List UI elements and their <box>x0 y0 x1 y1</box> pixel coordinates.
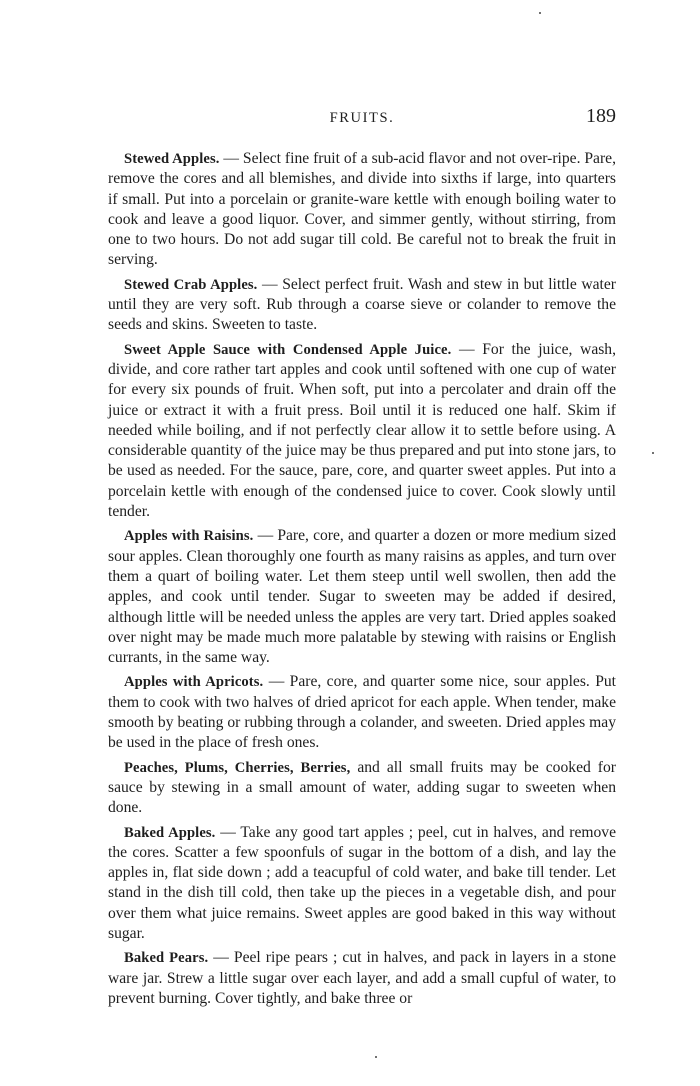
recipe-body: — Select fine fruit of a sub-acid flavor and not over-ripe. Pare, remove the cores and all blemishes, and divide into sixths if large, into quarters if small. Put into a porcelain or granite-ware kettle with enough boiling water to cook and leave a good liquor. Cover, and simmer gently, without stirring, from one to two hours. Do not add sugar till cold. Be careful not to break the fruit in serving. <box>108 150 616 269</box>
recipe-title: Sweet Apple Sauce with Condensed Apple Juice. <box>124 341 452 358</box>
paper-speck <box>652 452 654 454</box>
recipe-title: Stewed Apples. <box>124 151 220 167</box>
recipe-body: — Pare, core, and quarter some nice, sour apples. Put them to cook with two halves of dried apricot for each apple. When tender, make smooth by beating or rubbing through a colander, and sweeten. Dried apples may be used in the place of fresh ones. <box>108 673 617 752</box>
recipe-title: Peaches, Plums, Cherries, Berries, <box>124 759 351 776</box>
recipe-stewed-apples <box>108 149 616 271</box>
recipe-body: — For the juice, wash, divide, and core rather tart apples and cook until softened with one cup of water for every six pounds of fruit. When soft, put into a percolater and drain off the juice or extract it with a fruit press. Boil until it is reduced one half. Skim if needed while boiling, and if not perfectly clear allow it to settle before using. A considerable quantity of the juice may be thus prepared and put into stone jars, to be used as needed. For the sauce, pare, core, and quarter sweet apples. Put into a porcelain kettle with enough of the condensed juice to cover. Cook slowly until tender. <box>108 340 617 521</box>
recipe-body: and all small fruits may be cooked for sauce by stewing in a small amount of water, adding sugar to sweeten when done. <box>108 758 616 817</box>
page-number: 189 <box>586 105 616 127</box>
recipe-body: — Select perfect fruit. Wash and stew in but little water until they are very soft. Rub through a coarse sieve or colander to remove the seeds and skins. Sweeten to taste. <box>108 275 616 334</box>
recipe-title: Apples with Raisins. <box>124 528 254 545</box>
recipe-title: Baked Apples. <box>124 824 216 841</box>
recipe-title: Apples with Apricots. <box>124 674 264 691</box>
recipe-baked-pears <box>108 948 616 1009</box>
recipe-title: Stewed Crab Apples. <box>124 276 258 293</box>
recipe-body: — Pare, core, and quarter a dozen or more medium sized sour apples. Clean thoroughly one fourth as many raisins as apples, and turn over them a quart of boiling water. Let them steep until well swollen, then add the apples, and cook until tender. Sugar to sweeten may be added if desired, although little will be needed unless the apples are very tart. Dried apples soaked over night may be made much more palatable by stewing with raisins or English currants, in the same way. <box>108 527 616 667</box>
paper-speck <box>375 1056 377 1058</box>
recipe-text-block <box>108 149 616 1013</box>
recipe-stewed-crab-apples <box>108 275 616 336</box>
recipe-apples-with-raisins <box>108 526 616 668</box>
recipe-body: — Peel ripe pears ; cut in halves, and pack in layers in a stone ware jar. Strew a little sugar over each layer, and add a small cupful of water, to prevent burning. Cover tightly, and bake three or <box>108 949 616 1007</box>
page-header <box>108 105 616 134</box>
recipe-small-fruits <box>108 758 616 819</box>
recipe-body: — Take any good tart apples ; peel, cut in halves, and remove the cores. Scatter a few spoonfuls of sugar in the bottom of a dish, and lay the apples in, flat side down ; add a teacupful of cold water, and bake till tender. Let stand in the dish till cold, then take up the pieces in a vegetable dish, and pour over them what juice remains. Sweet apples are good baked in this way without sugar. <box>108 823 617 942</box>
running-head: FRUITS. <box>329 110 395 126</box>
recipe-apples-with-apricots <box>108 672 616 753</box>
recipe-title: Baked Pears. <box>124 950 209 967</box>
recipe-baked-apples <box>108 823 616 945</box>
paper-speck <box>539 12 541 14</box>
recipe-sweet-apple-sauce <box>108 340 616 523</box>
